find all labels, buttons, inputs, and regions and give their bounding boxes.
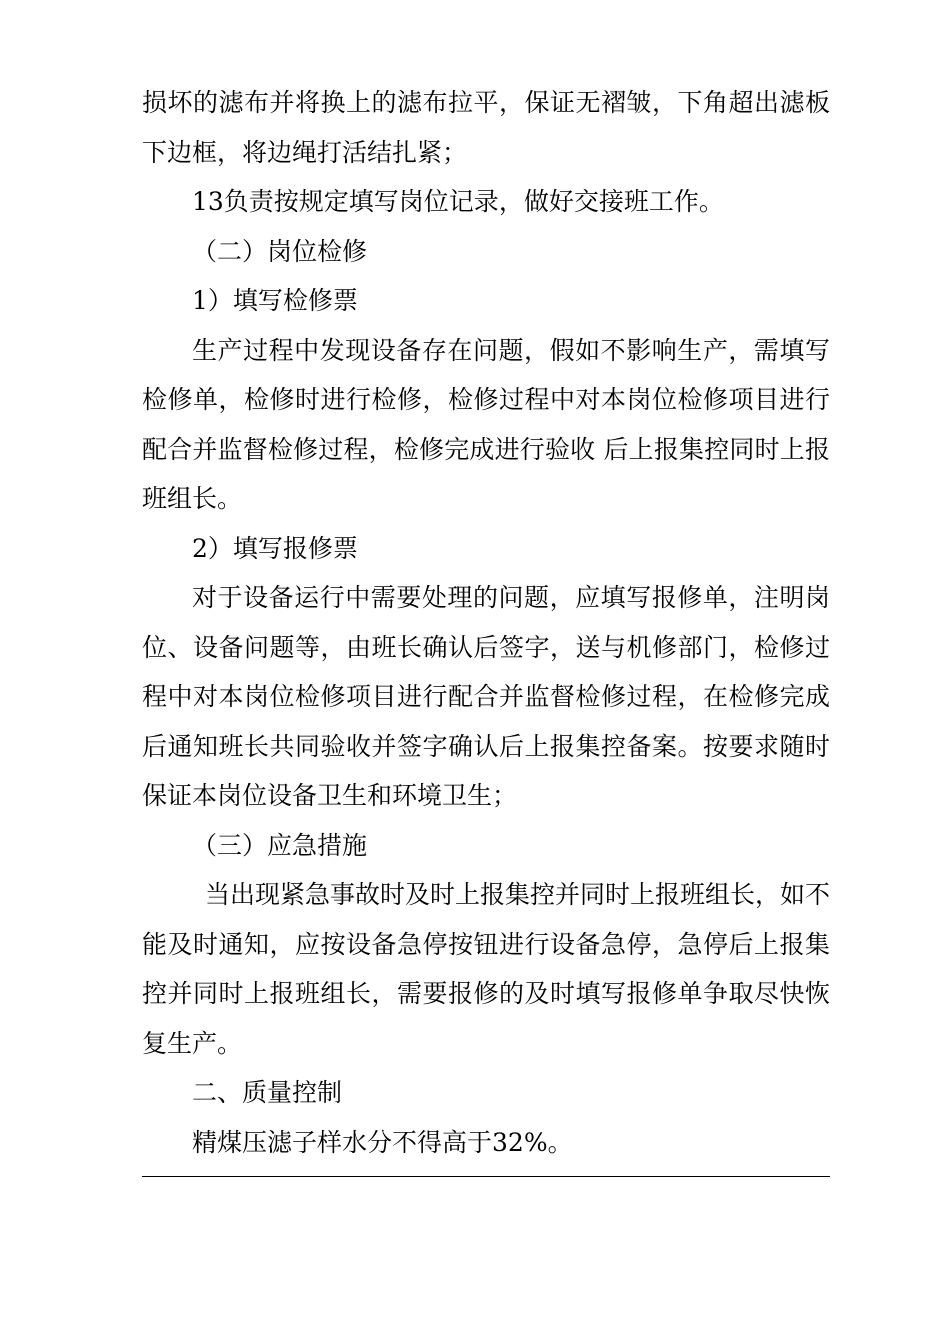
paragraph-shift-record: 13负责按规定填写岗位记录，做好交接班工作。 — [192, 187, 724, 216]
subheading-report-ticket: 2）填写报修票 — [192, 533, 358, 563]
paragraph-repair-ticket: 生产过程中发现设备存在问题，假如不影响生产，需填写检修单，检修时进行检修，检修过程中对本岗位检修项目进行配合并监督检修过程，检修完成进行验收 后上报集控同时上报班组长。 — [142, 335, 830, 513]
section-heading-quality: 二、质量控制 — [192, 1078, 343, 1107]
document-body — [142, 78, 830, 1167]
section-heading-emergency: （三）应急措施 — [192, 830, 368, 860]
paragraph-quality: 精煤压滤子样水分不得高于32%。 — [192, 1127, 573, 1157]
paragraph-report-ticket: 对于设备运行中需要处理的问题，应填写报修单，注明岗位、设备问题等，由班长确认后签字，送与机修部门，检修过程中对本岗位检修项目进行配合并监督检修过程，在检修完成后通知班长共同验收并签字确认后上报集控备案。按要求随时保证本岗位设备卫生和环境卫生； — [142, 583, 830, 810]
section-heading-maintenance: （二）岗位检修 — [192, 236, 368, 266]
paragraph-filter-cloth: 损坏的滤布并将换上的滤布拉平，保证无褶皱，下角超出滤板下边框，将边绳打活结扎紧； — [142, 88, 830, 167]
subheading-repair-ticket: 1）填写检修票 — [192, 286, 358, 315]
paragraph-emergency: 当出现紧急事故时及时上报集控并同时上报班组长，如不能及时通知，应按设备急停按钮进行设备急停，急停后上报集控并同时上报班组长，需要报修的及时填写报修单争取尽快恢复生产。 — [142, 880, 831, 1058]
footer-divider — [142, 1176, 830, 1177]
